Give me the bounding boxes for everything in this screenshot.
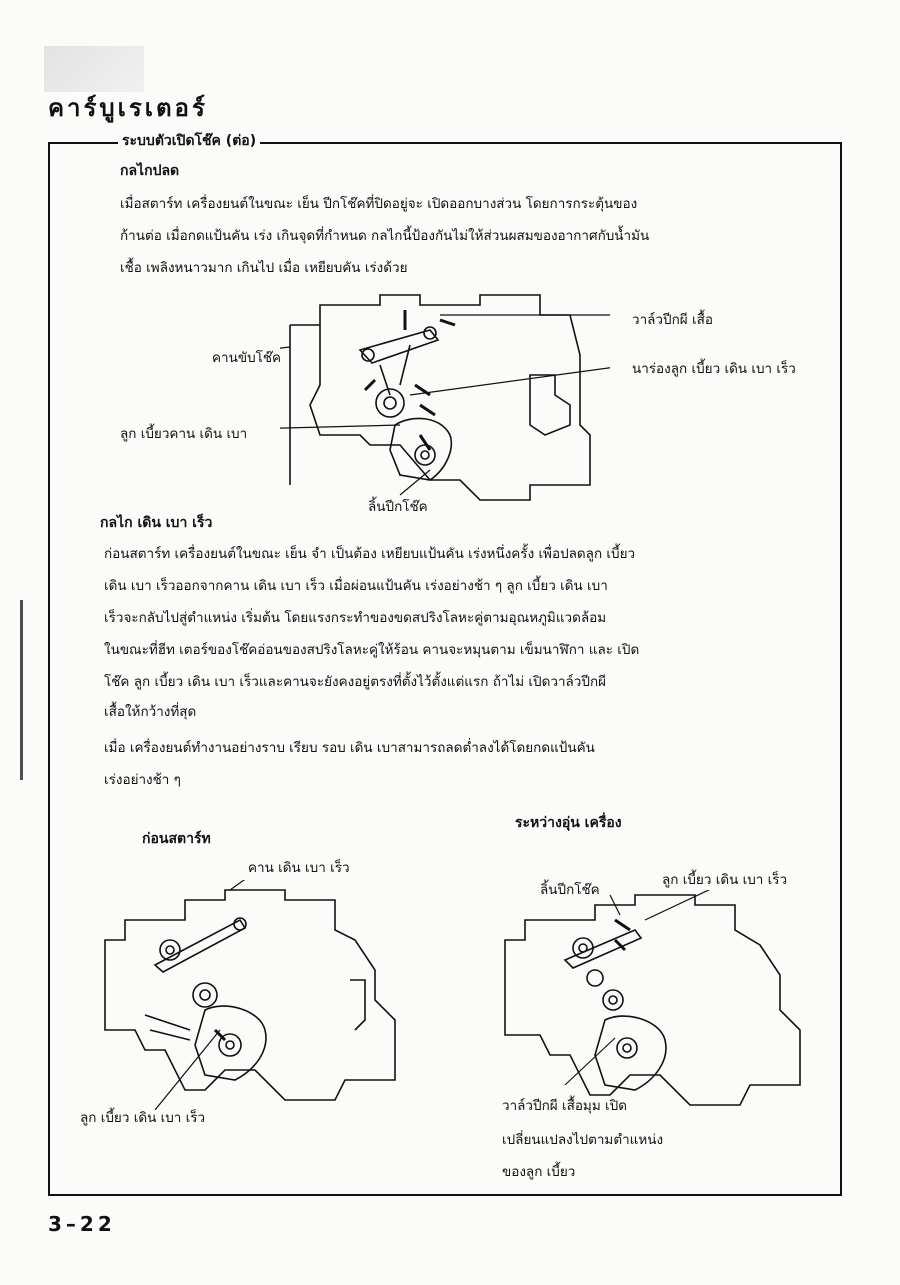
label-choke-lever: คานขับโช๊ค (212, 350, 282, 366)
before-start-diagram (95, 880, 415, 1110)
fast-idle-line-8: เร่งอย่างช้า ๆ (104, 772, 181, 788)
chapter-logo-mark (44, 46, 144, 92)
page-edge-mark (20, 600, 23, 780)
label-fast-idle-cam-before: ลูก เบี้ยว เดิน เบา เร็ว (80, 1110, 206, 1126)
label-fast-idle-cam-warmup: ลูก เบี้ยว เดิน เบา เร็ว (662, 872, 788, 888)
fast-idle-line-4: ในขณะที่ฮีท เตอร์ของโช๊คอ่อนของสปริงโลหะคู่ให้ร้อน คานจะหมุนตาม เข็มนาฬิกา และ เปิด (104, 642, 640, 658)
label-choke-flap: ลิ้นปีกโช๊ค (368, 499, 428, 515)
label-choke-angle-3: ของลูก เบี้ยว (502, 1164, 576, 1180)
caption-before-start: ก่อนสตาร์ท (142, 831, 211, 847)
warmup-diagram (495, 890, 815, 1120)
release-heading: กลไกปลด (120, 163, 180, 179)
section-title: ระบบตัวเปิดโช๊ค (ต่อ) (118, 130, 260, 152)
fast-idle-line-5: โช๊ค ลูก เบี้ยว เดิน เบา เร็วและคานจะยังคงอยู่ตรงที่ตั้งไว้ตั้งแต่แรก ถ้าไม่ เปิดวาล์วปีกผี (104, 674, 607, 690)
fast-idle-line-3: เร็วจะกลับไปสู่ตำแหน่ง เริ่มต้น โดยแรงกระทำของขดสปริงโลหะคู่ตามอุณหภูมิแวดล้อม (104, 610, 607, 626)
fast-idle-line-1: ก่อนสตาร์ท เครื่องยนต์ในขณะ เย็น จำ เป็นต้อง เหยียบแป้นคัน เร่งหนึ่งครั้ง เพื่อปลดลูก เบี้ยว (104, 546, 636, 562)
page-number: 3–22 (48, 1212, 116, 1236)
fast-idle-heading: กลไก เดิน เบา เร็ว (100, 515, 213, 531)
label-choke-flap-warmup: ลิ้นปีกโช๊ค (540, 882, 600, 898)
label-fast-idle-follower: นาร่องลูก เบี้ยว เดิน เบา เร็ว (632, 361, 796, 377)
release-line-1: เมื่อสตาร์ท เครื่องยนต์ในขณะ เย็น ปีกโช๊คที่ปิดอยู่จะ เปิดออกบางส่วน โดยการกระตุ้นของ (120, 196, 638, 212)
fast-idle-line-6: เสื้อให้กว้างที่สุด (104, 704, 197, 720)
label-choke-valve: วาล์วปีกผี เสื้อ (632, 312, 713, 328)
release-line-3: เชื้อ เพลิงหนาวมาก เกินไป เมื่อ เหยียบคัน เร่งด้วย (120, 260, 408, 276)
label-choke-angle-2: เปลี่ยนแปลงไปตามตำแหน่ง (502, 1132, 664, 1148)
label-fast-idle-cam-lever: ลูก เบี้ยวคาน เดิน เบา (120, 426, 248, 442)
choke-mechanism-diagram (280, 285, 610, 510)
fast-idle-line-2: เดิน เบา เร็วออกจากคาน เดิน เบา เร็ว เมื่อผ่อนแป้นคัน เร่งอย่างช้า ๆ ลูก เบี้ยว เดิน เบา (104, 578, 608, 594)
caption-warmup: ระหว่างอุ่น เครื่อง (515, 815, 622, 831)
label-fast-idle-lever: คาน เดิน เบา เร็ว (248, 860, 350, 876)
chapter-title: คาร์บูเรเตอร์ (48, 94, 208, 122)
label-choke-angle-1: วาล์วปีกผี เสื้อมุม เปิด (502, 1098, 627, 1114)
release-line-2: ก้านต่อ เมื่อกดแป้นคัน เร่ง เกินจุดที่กำหนด กลไกนี้ป้องกันไม่ให้ส่วนผสมของอากาศกับน้ำมัน (120, 228, 650, 244)
fast-idle-line-7: เมื่อ เครื่องยนต์ทำงานอย่างราบ เรียบ รอบ เดิน เบาสามารถลดต่ำลงได้โดยกดแป้นคัน (104, 740, 595, 756)
